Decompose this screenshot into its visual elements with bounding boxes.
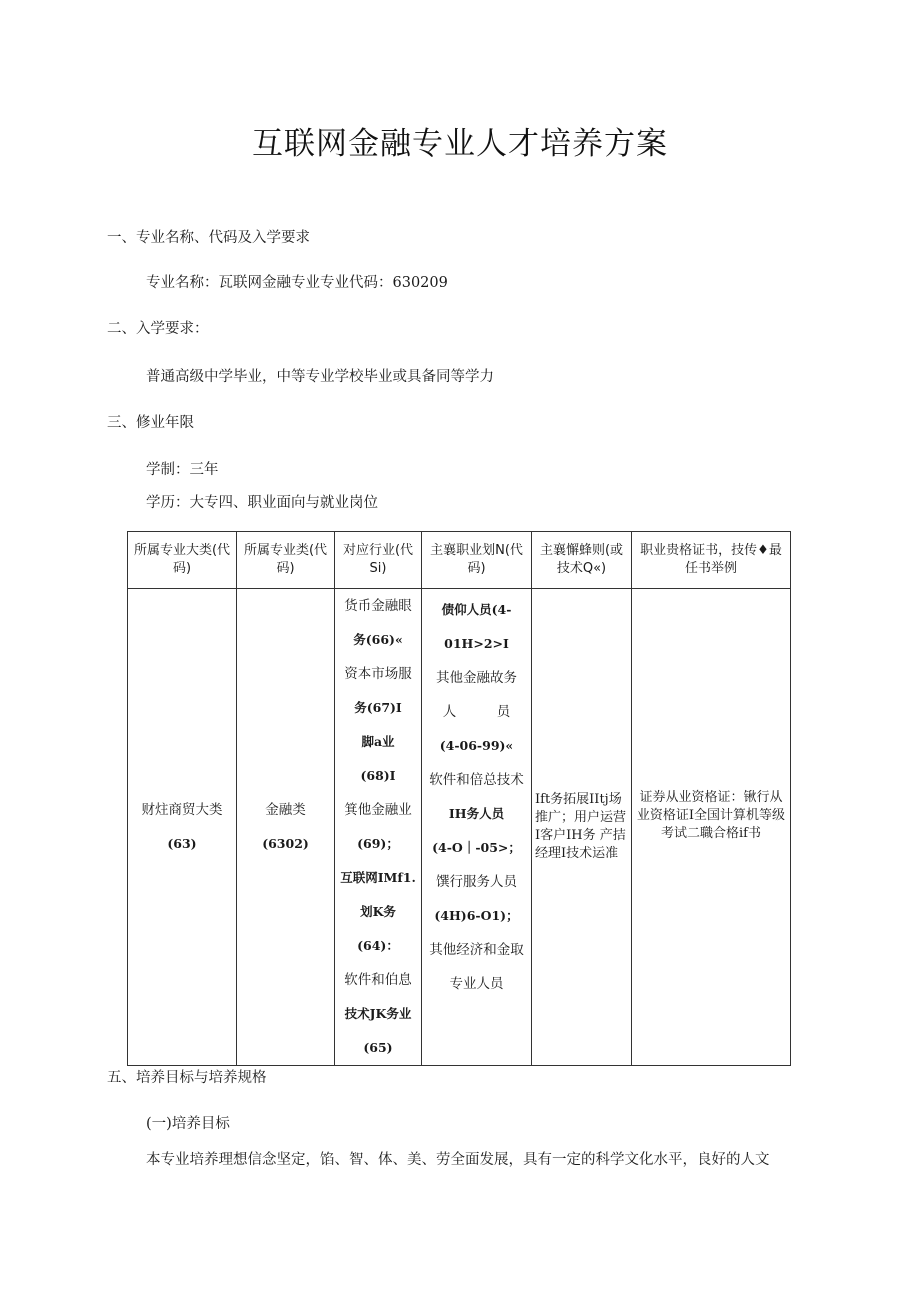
- industry-line: 务(66)«: [353, 632, 403, 647]
- job-field-text: Ift务拓展IItj场推广；用户运营I客户IH务 产拮经理I技术运准: [535, 792, 627, 861]
- occupation-line: 人 员: [442, 704, 511, 720]
- cell-job-field: [532, 589, 632, 1066]
- section-heading-3: 三、修业年限: [107, 415, 194, 431]
- occupation-line: 专业人员: [449, 976, 504, 992]
- occupation-line: (4H)6-O1)；: [434, 908, 519, 923]
- training-goal-subheading: (一)培养目标: [146, 1116, 230, 1132]
- table-row: [128, 589, 791, 1066]
- major-category-code: (63): [167, 836, 197, 851]
- major-class-name: 金融类: [265, 802, 306, 818]
- header-major-class: 所属专业类(代码): [237, 532, 335, 589]
- major-category-name: 财炷商贸大类: [141, 802, 223, 818]
- cell-major-class: [237, 589, 335, 1066]
- industry-line: 务(67)I: [354, 700, 402, 715]
- occupation-line: 其他经济和金取: [429, 942, 524, 958]
- training-goal-paragraph: 本专业培养理想信念坚定，馅、智、体、美、劳全面发展，具有一定的科学文化水平，良好的人文: [146, 1152, 770, 1168]
- cell-certificate: [632, 589, 791, 1066]
- industry-line: (65): [363, 1040, 393, 1055]
- admission-requirement: 普通高级中学毕业，中等专业学校毕业或具备同等学力: [146, 369, 494, 385]
- occupation-line: 01H>2>I: [444, 636, 509, 651]
- industry-line: 货币金融眼: [344, 598, 412, 614]
- occupation-line: 其他金融故务: [436, 670, 517, 686]
- education-level: 学历：大专四、职业面向与就业岗位: [146, 495, 378, 511]
- occupation-line: (4-O｜-05>；: [432, 840, 521, 855]
- header-industry: 对应行业(代Si): [335, 532, 422, 589]
- industry-line: 互联网IMf1.: [340, 870, 416, 885]
- industry-line: 资本市场服: [344, 666, 412, 682]
- cell-major-category: [128, 589, 237, 1066]
- section-heading-1: 一、专业名称、代码及入学要求: [107, 230, 310, 246]
- industry-line: 箕他金融业: [344, 802, 412, 818]
- career-table: [127, 531, 791, 1066]
- section-heading-5: 五、培养目标与培养规格: [107, 1070, 267, 1086]
- industry-line: (69)；: [357, 836, 399, 851]
- major-class-code: (6302): [262, 836, 309, 851]
- occupation-line: 软件和倍总技术: [429, 772, 524, 788]
- cell-industry: [335, 589, 422, 1066]
- header-job-field: 主襄懈蜂则(或技术Q«): [532, 532, 632, 589]
- occupation-line: 馔行服务人员: [436, 874, 517, 890]
- page-title: 互联网金融专业人才培养方案: [252, 126, 668, 162]
- table-header-row: [128, 532, 791, 589]
- section-heading-2: 二、入学要求：: [107, 321, 209, 337]
- occupation-line: IH务人员: [448, 806, 505, 821]
- industry-line: 划K务: [360, 904, 396, 919]
- header-occupation: 主襄职业划N(代码): [422, 532, 532, 589]
- major-name-line: 专业名称：瓦联网金融专业专业代码：630209: [146, 275, 448, 291]
- industry-line: 技术JK务业: [344, 1006, 412, 1021]
- occupation-line: 债仰人员(4-: [441, 602, 512, 617]
- industry-line: (64)：: [357, 938, 399, 953]
- certificate-text: 证券从业资格证：锹行从业资格证I全国计算机等级考试二職合格if书: [636, 790, 786, 841]
- cell-occupation: [422, 589, 532, 1066]
- industry-line: 脚a业: [361, 734, 395, 749]
- industry-line: 软件和伯息: [344, 972, 412, 988]
- schooling-years: 学制：三年: [146, 462, 219, 478]
- header-certificate: 职业贵格证书，技传♦最任书举例: [632, 532, 791, 589]
- occupation-line: (4-06-99)«: [439, 738, 514, 753]
- industry-line: (68)I: [360, 768, 396, 783]
- header-major-category: 所属专业大类(代码): [128, 532, 237, 589]
